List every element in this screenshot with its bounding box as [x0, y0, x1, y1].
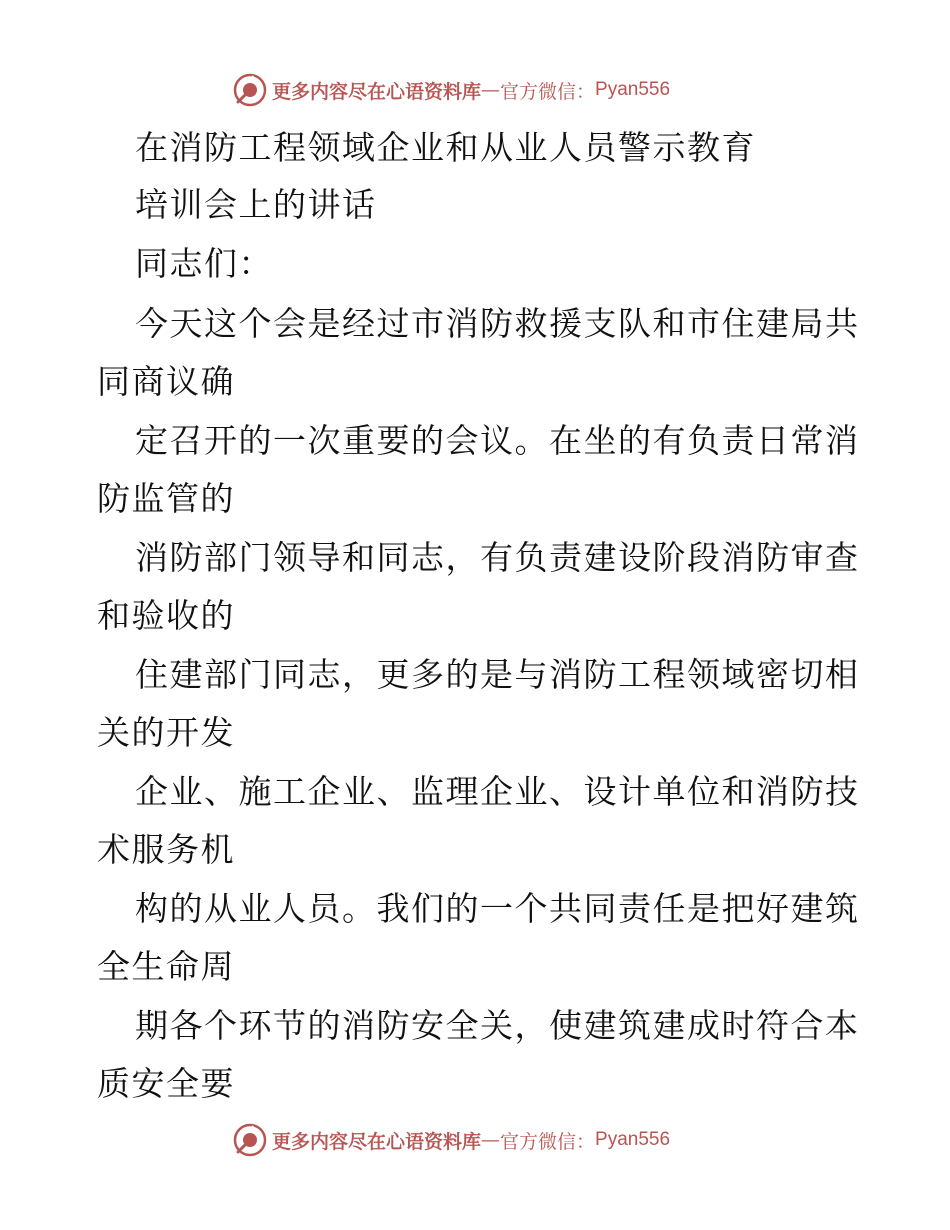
- doc-title-line-2: 培训会上的讲话: [135, 185, 377, 224]
- paragraph-line: 质安全要: [97, 1064, 235, 1103]
- promo-text: 更多内容尽在心语资料库: [272, 1130, 482, 1153]
- wechat-id: Pyan556: [595, 1129, 671, 1150]
- paragraph-line: 期各个环节的消防安全关，使建筑建成时符合本: [135, 1006, 860, 1045]
- paragraph-line: 全生命周: [97, 947, 235, 986]
- doc-title-line-1: 在消防工程领域企业和从业人员警示教育: [135, 128, 756, 167]
- paragraph-line: 企业、施工企业、监理企业、设计单位和消防技: [135, 772, 860, 811]
- contact-label: 官方微信：: [500, 1130, 596, 1153]
- brand-logo-icon: [232, 1122, 268, 1158]
- paragraph-line: 住建部门同志，更多的是与消防工程领域密切相: [135, 655, 860, 694]
- paragraph-line: 同商议确: [97, 362, 235, 401]
- paragraph-line: 关的开发: [97, 713, 235, 752]
- dash-separator: —: [481, 79, 501, 101]
- paragraph-line: 和验收的: [97, 596, 235, 635]
- contact-label: 官方微信：: [500, 80, 596, 103]
- brand-logo-icon: [232, 72, 268, 108]
- header-watermark-banner: [232, 70, 732, 110]
- paragraph-line: 术服务机: [97, 830, 235, 869]
- footer-watermark-banner: [232, 1120, 732, 1160]
- wechat-id: Pyan556: [595, 79, 671, 100]
- salutation: 同志们：: [135, 244, 273, 283]
- paragraph-line: 构的从业人员。我们的一个共同责任是把好建筑: [135, 889, 860, 928]
- promo-text: 更多内容尽在心语资料库: [272, 80, 482, 103]
- paragraph-line: 消防部门领导和同志，有负责建设阶段消防审查: [135, 538, 860, 577]
- paragraph-line: 防监管的: [97, 479, 235, 518]
- paragraph-line: 今天这个会是经过市消防救援支队和市住建局共: [135, 304, 860, 343]
- paragraph-line: 定召开的一次重要的会议。在坐的有负责日常消: [135, 421, 860, 460]
- dash-separator: —: [481, 1129, 501, 1151]
